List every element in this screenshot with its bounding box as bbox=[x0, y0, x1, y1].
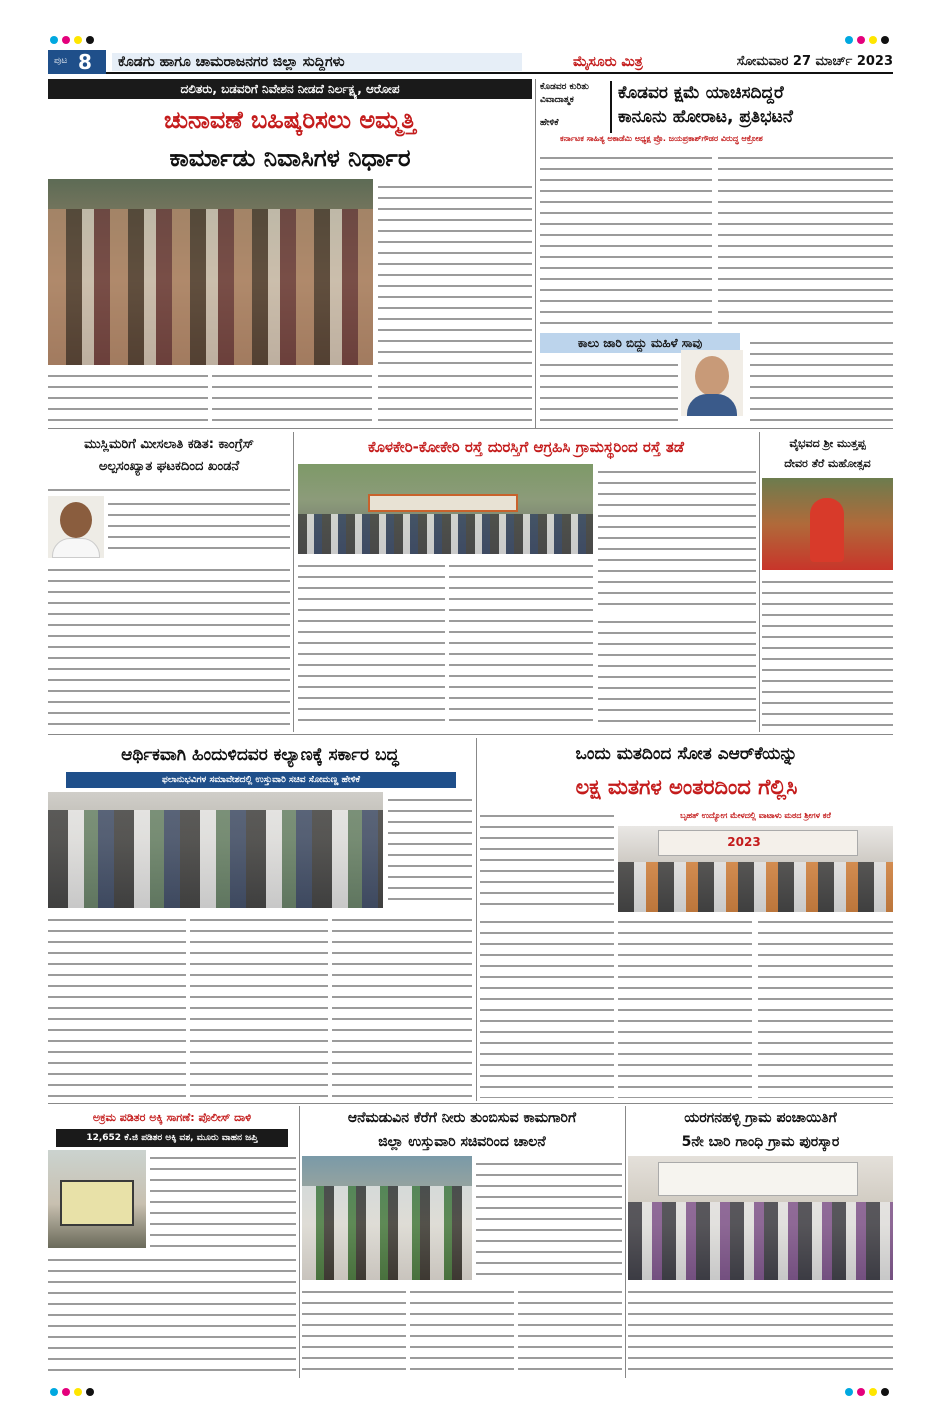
rice-body-bottom bbox=[48, 1252, 296, 1378]
road-body-col-3 bbox=[598, 614, 756, 730]
portrait-shoulders bbox=[52, 538, 100, 558]
rice-subhead: 12,652 ಕೆ.ಜಿ ಪಡಿತರ ಅಕ್ಕಿ ವಶ, ಮೂರು ವಾಹನ ಜಪ್ತಿ bbox=[56, 1129, 288, 1147]
rice-photo bbox=[48, 1150, 146, 1248]
lake-body-right bbox=[476, 1156, 622, 1280]
portrait-face bbox=[60, 502, 92, 538]
road-body-col-1 bbox=[298, 558, 445, 730]
lead-headline-line-2: ಕಾರ್ಮಾಡು ನಿವಾಸಿಗಳ ನಿರ್ಧಾರ bbox=[169, 144, 411, 172]
lake-headline-1: ಆನೆಮಡುವಿನ ಕೆರೆಗೆ ನೀರು ತುಂಬಿಸುವ ಕಾಮಗಾರಿಗೆ bbox=[347, 1110, 577, 1126]
page-number-box bbox=[48, 50, 106, 74]
vote-body-col-3 bbox=[758, 914, 893, 1098]
rice-headline: ಅಕ್ರಮ ಪಡಿತರ ಅಕ್ಕಿ ಸಾಗಣೆ: ಪೊಲೀಸ್ ದಾಳಿ bbox=[92, 1111, 252, 1124]
rule-mid-right bbox=[759, 432, 760, 732]
registration-dots-bottom-left bbox=[50, 1388, 94, 1396]
crowd-row bbox=[48, 209, 373, 365]
welfare-photo bbox=[48, 792, 383, 908]
award-photo bbox=[628, 1156, 893, 1280]
muslim-body-top bbox=[48, 482, 290, 494]
lead-body-col-1 bbox=[48, 368, 208, 424]
lake-headline-2: ಜಿಲ್ಲಾ ಉಸ್ತುವಾರಿ ಸಚಿವರಿಂದ ಚಾಲನೆ bbox=[378, 1134, 546, 1150]
kaalu-body-col-2 bbox=[750, 335, 893, 425]
vote-body-col-1 bbox=[480, 914, 614, 1098]
rule-bottom-left bbox=[299, 1106, 300, 1378]
lake-body-col-3 bbox=[518, 1284, 622, 1378]
deity-figure bbox=[810, 498, 844, 562]
rule-bottom-right bbox=[625, 1106, 626, 1378]
lake-body-col-2 bbox=[410, 1284, 514, 1378]
crowd-row bbox=[48, 810, 383, 908]
portrait-face bbox=[695, 356, 729, 396]
festival-headline-2: ದೇವರ ತೆರೆ ಮಹೋತ್ಸವ bbox=[784, 457, 871, 470]
lead-body-col-3 bbox=[378, 368, 532, 424]
muslim-headline-1: ಮುಸ್ಲಿಮರಿಗೆ ಮೀಸಲಾತಿ ಕಡಿತ: ಕಾಂಗ್ರೆಸ್ bbox=[84, 437, 254, 452]
rule-top-center bbox=[535, 79, 536, 428]
event-banner-year: 2023 bbox=[727, 835, 761, 849]
festival-photo bbox=[762, 478, 893, 570]
rice-body-beside-photo bbox=[150, 1150, 296, 1248]
muslim-portrait bbox=[48, 496, 104, 558]
vote-caption: ಬೃಹತ್ ಉದ್ಯೋಗ ಮೇಳದಲ್ಲಿ ವಾಟಾಳು ಮಠದ ಶ್ರೀಗಳ ಕರೆ bbox=[680, 811, 831, 820]
kodava-side-2: ವಿವಾದಾತ್ಮಕ bbox=[540, 95, 574, 105]
page-header bbox=[48, 50, 893, 74]
crowd-row bbox=[618, 862, 893, 912]
festival-headline-1: ವೈಭವದ ಶ್ರೀ ಮುತ್ತಪ್ಪ bbox=[789, 437, 866, 450]
kodava-side-1: ಕೊಡವರ ಕುರಿತು bbox=[540, 82, 589, 92]
lake-body-col-1 bbox=[302, 1284, 406, 1378]
lead-body-col-2 bbox=[212, 368, 372, 424]
welfare-body-col-2 bbox=[190, 912, 328, 1098]
welfare-body-right bbox=[388, 792, 472, 908]
protest-banner bbox=[368, 494, 518, 512]
kodava-side-tag bbox=[540, 81, 612, 133]
registration-dots-top-right bbox=[845, 36, 889, 44]
kodava-side-3: ಹೇಳಿಕೆ bbox=[540, 118, 559, 128]
portrait-shoulders bbox=[687, 394, 737, 416]
section-title: ಕೊಡಗು ಹಾಗೂ ಚಾಮರಾಜನಗರ ಜಿಲ್ಲಾ ಸುದ್ದಿಗಳು bbox=[112, 53, 522, 71]
vote-body-col-2 bbox=[618, 914, 752, 1098]
lake-photo bbox=[302, 1156, 472, 1280]
lead-photo bbox=[48, 179, 373, 365]
road-photo bbox=[298, 464, 593, 554]
rule-lower-center bbox=[476, 738, 477, 1101]
rule-mid-left bbox=[293, 432, 294, 732]
masthead: ಮೈಸೂರು ಮಿತ್ರ bbox=[573, 54, 643, 70]
crowd-row bbox=[302, 1186, 472, 1280]
kodava-subhead: ಕರ್ನಾಟಕ ಸಾಹಿತ್ಯ ಅಕಾಡೆಮಿ ಅಧ್ಯಕ್ಷ ಪ್ರೊ. ಜಯಪ್ರಕಾಶ್‌ಗೌಡರ ವಿರುದ್ಧ ಆಕ್ರೋಶ bbox=[560, 134, 763, 143]
vote-headline-2: ಲಕ್ಷ ಮತಗಳ ಅಂತರದಿಂದ ಗೆಲ್ಲಿಸಿ bbox=[575, 775, 798, 799]
truck bbox=[60, 1180, 134, 1226]
welfare-body-col-3 bbox=[332, 912, 472, 1098]
registration-dots-bottom-right bbox=[845, 1388, 889, 1396]
muslim-body-bottom bbox=[48, 562, 290, 730]
award-headline-1: ಯರಗನಹಳ್ಳಿ ಗ್ರಾಮ ಪಂಚಾಯಿತಿಗೆ bbox=[684, 1110, 837, 1126]
registration-dots-top-left bbox=[50, 36, 94, 44]
vote-photo bbox=[618, 826, 893, 912]
crowd-row bbox=[298, 514, 593, 554]
muslim-body-beside-photo bbox=[108, 496, 290, 558]
kaalu-body-col-1 bbox=[540, 357, 678, 425]
welfare-body-col-1 bbox=[48, 912, 186, 1098]
lead-headline-line-1: ಚುನಾವಣೆ ಬಹಿಷ್ಕರಿಸಲು ಅಮ್ಮತ್ತಿ bbox=[163, 106, 417, 134]
lead-body-right bbox=[378, 179, 532, 365]
kodava-body-col-2 bbox=[718, 150, 893, 326]
page-number: 8 bbox=[78, 50, 92, 74]
road-body-right bbox=[598, 464, 756, 610]
page-label: ಪುಟ bbox=[54, 56, 68, 66]
stage-backdrop bbox=[658, 1162, 858, 1196]
divider-row-1 bbox=[48, 428, 893, 429]
festival-body bbox=[762, 574, 893, 730]
crowd-row bbox=[628, 1202, 893, 1280]
award-headline-2: 5ನೇ ಬಾರಿ ಗಾಂಧಿ ಗ್ರಾಮ ಪುರಸ್ಕಾರ bbox=[681, 1134, 840, 1150]
road-headline: ಕೊಳಕೇರಿ-ಕೋಕೇರಿ ರಸ್ತೆ ದುರಸ್ತಿಗೆ ಆಗ್ರಹಿಸಿ ಗ್ರಾಮಸ್ಥರಿಂದ ರಸ್ತೆ ತಡೆ bbox=[367, 438, 685, 456]
kaalu-headline: ಕಾಲು ಜಾರಿ ಬಿದ್ದು ಮಹಿಳೆ ಸಾವು bbox=[540, 333, 740, 353]
page-date: ಸೋಮವಾರ 27 ಮಾರ್ಚ್ 2023 bbox=[736, 54, 893, 69]
vote-body-left bbox=[480, 808, 614, 910]
divider-row-2 bbox=[48, 734, 893, 735]
welfare-subhead: ಫಲಾನುಭವಿಗಳ ಸಮಾವೇಶದಲ್ಲಿ ಉಸ್ತುವಾರಿ ಸಚಿವ ಸೋಮಣ್ಣ ಹೇಳಿಕೆ bbox=[66, 772, 456, 788]
lead-kicker: ದಲಿತರು, ಬಡವರಿಗೆ ನಿವೇಶನ ನೀಡದೆ ನಿರ್ಲಕ್ಷ್ಯ, ಆರೋಪ bbox=[48, 79, 532, 99]
welfare-headline: ಆರ್ಥಿಕವಾಗಿ ಹಿಂದುಳಿದವರ ಕಲ್ಯಾಣಕ್ಕೆ ಸರ್ಕಾರ ಬದ್ಧ bbox=[121, 745, 399, 765]
divider-row-3 bbox=[48, 1103, 893, 1104]
road-body-col-2 bbox=[449, 558, 593, 730]
kaalu-portrait bbox=[681, 350, 743, 416]
kodava-body-col-1 bbox=[540, 150, 712, 326]
muslim-headline-2: ಅಲ್ಪಸಂಖ್ಯಾತ ಘಟಕದಿಂದ ಖಂಡನೆ bbox=[98, 459, 240, 474]
kodava-headline-2: ಕಾನೂನು ಹೋರಾಟ, ಪ್ರತಿಭಟನೆ bbox=[618, 107, 793, 127]
kodava-headline-1: ಕೊಡವರ ಕ್ಷಮೆ ಯಾಚಿಸದಿದ್ದರೆ bbox=[618, 83, 784, 103]
vote-headline-1: ಒಂದು ಮತದಿಂದ ಸೋತ ಎಆರ್‌ಕೆಯನ್ನು bbox=[575, 744, 798, 764]
award-body bbox=[628, 1284, 893, 1378]
